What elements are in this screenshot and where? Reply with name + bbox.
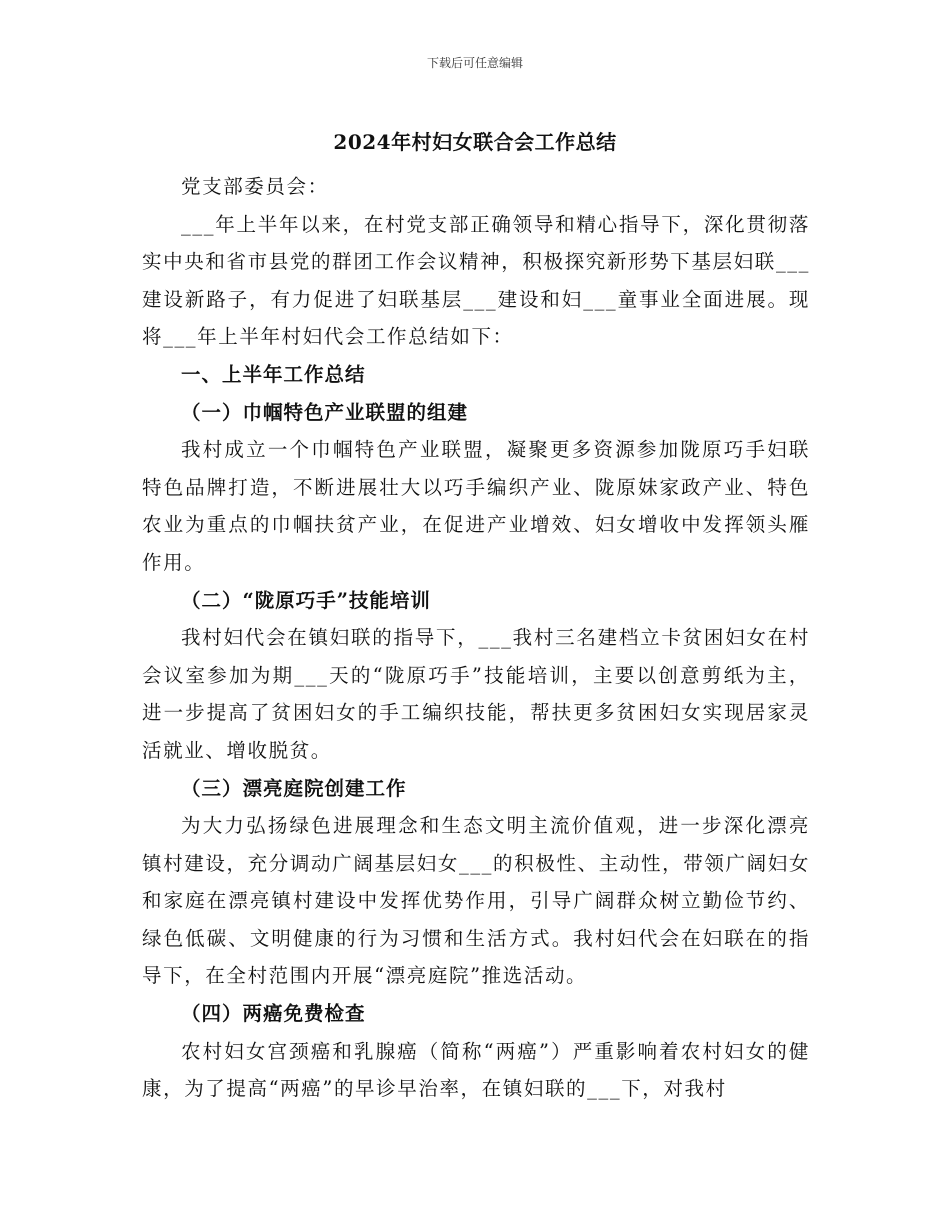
subsection-heading-1: （一）巾帼特色产业联盟的组建 xyxy=(181,400,469,424)
subsection-heading-3: （三）漂亮庭院创建工作 xyxy=(181,776,407,800)
document-title: 2024年村妇女联合会工作总结 xyxy=(333,130,617,154)
subsection-text-4: 农村妇女宫颈癌和乳腺癌（简称“两癌”）严重影响着农村妇女的健康，为了提高“两癌”的早诊早治率，在镇妇联的___下，对我村 xyxy=(142,1039,810,1101)
subsection-heading-4: （四）两癌免费检查 xyxy=(181,1002,366,1026)
header-note: 下载后可任意编辑 xyxy=(426,56,523,70)
subsection-text-3: 为大力弘扬绿色进展理念和生态文明主流价值观，进一步深化漂亮镇村建设，充分调动广阔基层妇女___的积极性、主动性，带领广阔妇女和家庭在漂亮镇村建设中发挥优势作用，引导广阔群众树立勤俭节约、绿色低碳、文明健康的行为习惯和生活方式。我村妇代会在妇联在的指导下，在全村范围内开展“漂亮庭院”推选活动。 xyxy=(142,814,810,988)
document-body xyxy=(142,168,810,1108)
salutation: 党支部委员会： xyxy=(181,175,329,198)
subsection-text-2: 我村妇代会在镇妇联的指导下，___我村三名建档立卡贫困妇女在村会议室参加为期___天的“陇原巧手”技能培训，主要以创意剪纸为主，进一步提高了贫困妇女的手工编织技能，帮扶更多贫困妇女实现居家灵活就业、增收脱贫。 xyxy=(142,626,810,762)
subsection-heading-2: （二）“陇原巧手”技能培训 xyxy=(181,588,431,612)
intro-paragraph: ___年上半年以来，在村党支部正确领导和精心指导下，深化贯彻落实中央和省市县党的群团工作会议精神，积极探究新形势下基层妇联___建设新路子，有力促进了妇联基层___建设和妇___童事业全面进展。现将___年上半年村妇代会工作总结如下： xyxy=(142,212,810,349)
section-heading-1: 一、上半年工作总结 xyxy=(181,362,366,386)
subsection-text-1: 我村成立一个巾帼特色产业联盟，凝聚更多资源参加陇原巧手妇联特色品牌打造，不断进展壮大以巧手编织产业、陇原妹家政产业、特色农业为重点的巾帼扶贫产业，在促进产业增效、妇女增收中发挥领头雁作用。 xyxy=(142,438,810,574)
